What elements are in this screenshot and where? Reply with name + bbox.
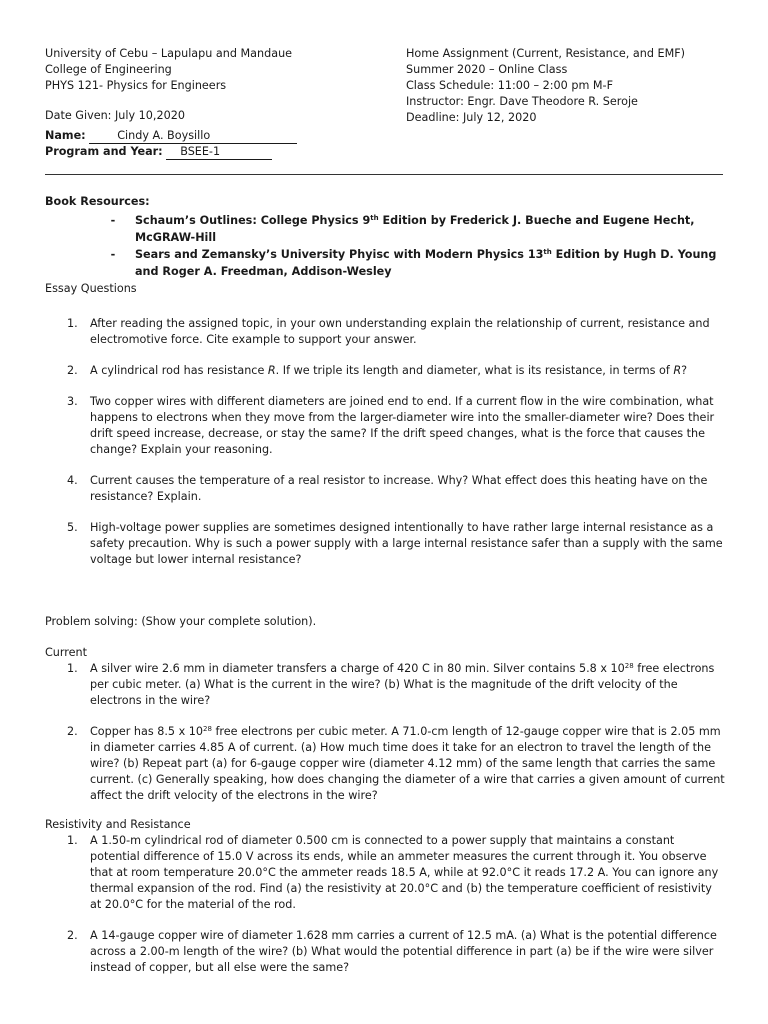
problem-section [45, 614, 725, 630]
essay-question-4: 4. Current causes the temperature of a real resistor to increase. Why? What effect does this heating have on the resistance? Explain. [67, 474, 708, 503]
resistivity-problem-list [45, 833, 725, 976]
assignment-title: Home Assignment (Current, Resistance, and EMF) [406, 47, 686, 60]
resistivity-problem-1: 1. A 1.50-m cylindrical rod of diameter 0.500 cm is connected to a power supply that maintains a constant potential difference of 15.0 V across its ends, while an ammeter measures the current through it. You observe that at room temperature 20.0°C the ammeter reads 18.5 A, while at 92.0°C it reads 17.2 A. You can ignore any thermal expansion of the rod. Find (a) the resistivity at 20.0°C and (b) the temperature coefficient of resistivity at 20.0°C for the material of the rod. [67, 834, 719, 911]
date-given: Date Given: July 10,2020 [45, 109, 185, 122]
current-section [45, 645, 725, 804]
name-value: Cindy A. Boysillo [89, 129, 297, 144]
student-info [45, 128, 297, 160]
current-problem-list [45, 661, 725, 804]
bullet-dash: - [110, 214, 116, 227]
essay-heading: Essay Questions [45, 282, 137, 295]
book-resources [45, 194, 725, 280]
current-problem-1: 1. A silver wire 2.6 mm in diameter transfers a charge of 420 C in 80 min. Silver contains 5.8 x $10^{28}$ free electrons per cubic meter. (a) What is the current in the wire? (b) What is the magnitude of the drift velocity of the electrons in the wire? [67, 662, 715, 707]
resistivity-problem-2: 2. A 14-gauge copper wire of diameter 1.628 mm carries a current of 12.5 mA. (a) What is the potential difference across a 2.00-m length of the wire? (b) What would the potential difference in part (a) be if the wire were silver instead of copper, but all else were the same? [67, 929, 717, 974]
essay-question-2: 2. A cylindrical rod has resistance R. If we triple its length and diameter, what is its resistance, in terms of R? [67, 364, 688, 377]
university-name: University of Cebu – Lapulapu and Mandaue [45, 47, 293, 60]
header-assignment [406, 46, 746, 126]
book-item-2: - Sears and Zemansky’s University Phyisc with Modern Physics 13th Edition by Hugh D. Young and Roger A. Freedman, Addison-Wesley [135, 246, 725, 280]
book-item-1: - Schaum’s Outlines: College Physics 9th Edition by Frederick J. Bueche and Eugene Hecht, McGRAW-Hill [135, 212, 725, 246]
divider [45, 174, 723, 175]
program-value: BSEE-1 [166, 145, 272, 160]
resistivity-heading: Resistivity and Resistance [45, 818, 191, 831]
essay-list [45, 316, 725, 568]
program-label: Program and Year: [45, 145, 163, 158]
problem-heading: Problem solving: (Show your complete solution). [45, 615, 317, 628]
resistivity-section [45, 817, 725, 976]
essay-question-1: 1. After reading the assigned topic, in your own understanding explain the relationship of current, resistance and electromotive force. Cite example to support your answer. [67, 317, 710, 346]
header-institution [45, 46, 385, 124]
current-problem-2: 2. Copper has 8.5 x $10^{28}$ free electrons per cubic meter. A 71.0-cm length of 12-gauge copper wire that is 2.05 mm in diameter carries 4.85 A of current. (a) How much time does it take for an electron to travel the length of the wire? (b) Repeat part (a) for 6-gauge copper wire (diameter 4.12 mm) of the same length that carries the same current. (c) Generally speaking, how does changing the diameter of a wire that carries a given amount of current affect the drift velocity of the electrons in the wire? [67, 725, 725, 802]
name-label: Name: [45, 129, 86, 142]
bullet-dash: - [110, 248, 116, 261]
essay-section [45, 281, 725, 568]
deadline: Deadline: July 12, 2020 [406, 111, 537, 124]
college-name: College of Engineering [45, 63, 172, 76]
instructor: Instructor: Engr. Dave Theodore R. Seroje [406, 95, 638, 108]
book-resources-heading: Book Resources: [45, 195, 150, 208]
essay-question-3: 3. Two copper wires with different diameters are joined end to end. If a current flow in the wire combination, what happens to electrons when they move from the larger-diameter wire into the smaller-diameter wire? Does their drift speed increase, decrease, or stay the same? If the drift speed changes, what is the force that causes the change? Explain your reasoning. [67, 395, 715, 456]
term: Summer 2020 – Online Class [406, 63, 568, 76]
current-heading: Current [45, 646, 88, 659]
essay-question-5: 5. High-voltage power supplies are sometimes designed intentionally to have rather large internal resistance as a safety precaution. Why is such a power supply with a large internal resistance safer than a supply with the same voltage but lower internal resistance? [67, 521, 723, 566]
course-name: PHYS 121- Physics for Engineers [45, 79, 227, 92]
class-schedule: Class Schedule: 11:00 – 2:00 pm M-F [406, 79, 614, 92]
